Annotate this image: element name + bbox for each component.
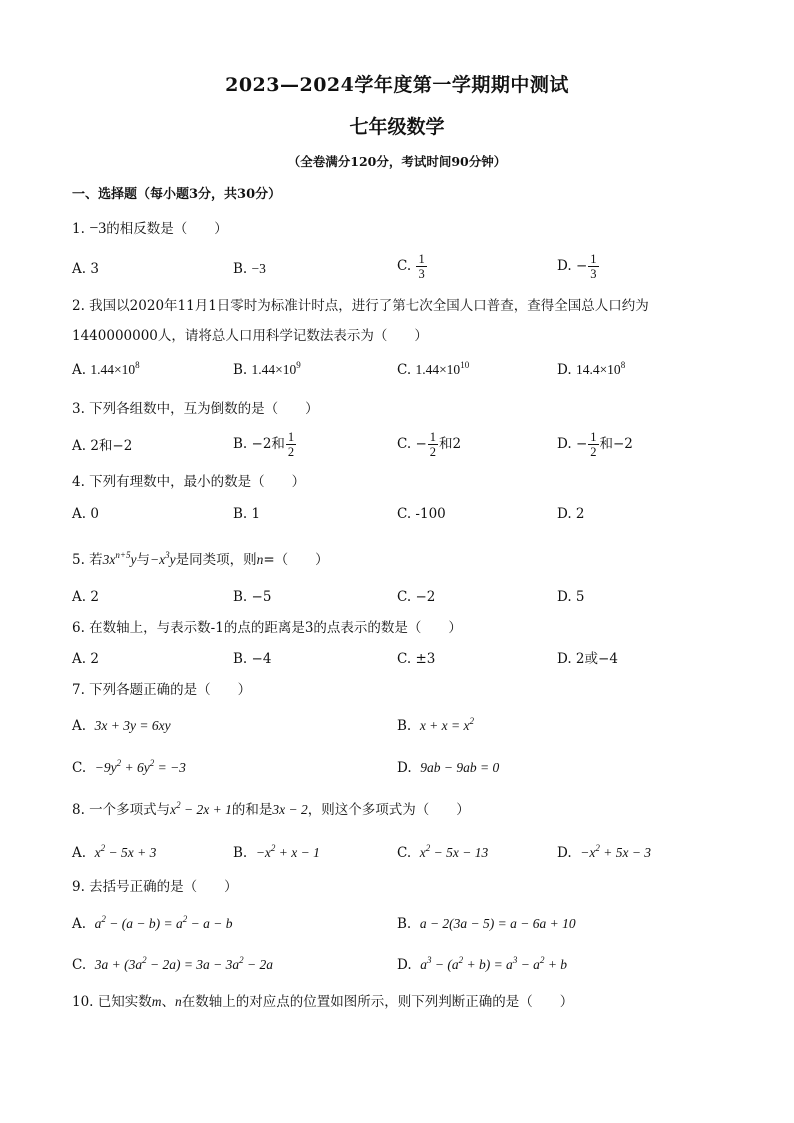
q3-option-b-text: −2和 — [251, 436, 285, 452]
q3-option-c-fraction: $\frac{1}{2}$ — [429, 430, 436, 459]
q6-option-a: A. 2 — [72, 651, 99, 667]
q2-option-c-value: $1.44\times 10^{10}$ — [415, 360, 470, 377]
q8-option-b — [233, 843, 320, 863]
question-8 — [72, 800, 470, 820]
question-9: 9. 去括号正确的是（ ） — [72, 879, 238, 895]
q8-expr-1: $x^2 - 2x + 1$ — [170, 800, 232, 817]
q9-option-c-label: C. — [72, 957, 87, 973]
exam-note: （全卷满分120分，考试时间90分钟） — [287, 154, 507, 169]
q4-option-b: B. 1 — [233, 506, 261, 522]
q8-option-a-label: A. — [72, 845, 87, 861]
exam-title: 2023—2024学年度第一学期期中测试 — [225, 74, 569, 96]
q8-option-d-label: D. — [557, 845, 572, 861]
q8-option-b-value: $-x^2 + x - 1$ — [255, 843, 320, 860]
q8-option-c-label: C. — [397, 845, 412, 861]
q5-number: 5. 若 — [72, 552, 103, 568]
q9-option-d-value: $a^3 - (a^2 + b) = a^3 - a^2 + b$ — [420, 955, 568, 972]
q10-text: 在数轴上的对应点的位置如图所示，则下列判断正确的是（ ） — [181, 994, 574, 1010]
q6-option-c — [397, 649, 435, 669]
q10-var-m: m — [151, 994, 162, 1009]
q9-option-b-value: a − 2(3a − 5) = a − 6a + 10 — [419, 916, 576, 931]
question-7: 7. 下列各题正确的是（ ） — [72, 682, 252, 698]
q4-option-c: C. -100 — [397, 506, 446, 522]
question-3: 3. 下列各组数中，互为倒数的是（ ） — [72, 401, 319, 417]
q1-option-d-fraction: $\frac{1}{3}$ — [590, 252, 597, 281]
q7-option-c-label: C. — [72, 760, 87, 776]
q5-text: 是同类项，则 — [175, 552, 257, 568]
q8-number: 8. 一个多项式与 — [72, 802, 171, 818]
q8-option-c-value: $x^2 - 5x - 13$ — [419, 843, 489, 860]
q5-option-b-value: −5 — [251, 589, 272, 605]
q1-number: 1. — [72, 221, 85, 237]
question-10 — [72, 992, 573, 1012]
q5-term-2: $-x^3y$ — [150, 550, 176, 567]
q6-option-b-label: B. — [233, 651, 248, 667]
q2-option-b-label: B. — [233, 362, 248, 378]
q2-option-d-value: $14.4\times 10^8$ — [575, 360, 626, 377]
q7-option-a-value: 3x + 3y = 6xy — [94, 718, 171, 733]
q6-option-c-value: ±3 — [415, 651, 436, 667]
q8-option-d-value: $-x^2 + 5x - 3$ — [580, 843, 652, 860]
q5-connector: 与 — [136, 552, 150, 568]
q7-option-a — [72, 716, 171, 736]
q3-option-d-sign: − — [575, 436, 588, 452]
q9-option-d-label: D. — [397, 957, 412, 973]
q5-option-b — [233, 587, 271, 607]
question-6: 6. 在数轴上，与表示数-1的点的距离是3的点表示的数是（ ） — [72, 620, 462, 636]
q4-option-d: D. 2 — [557, 506, 585, 522]
q3-option-d-fraction: $\frac{1}{2}$ — [590, 430, 597, 459]
question-2-line-2: 1440000000人，请将总人口用科学记数法表示为（ ） — [72, 328, 428, 344]
q7-option-a-label: A. — [72, 718, 87, 734]
section-heading: 一、选择题（每小题3分，共30分） — [72, 187, 282, 202]
q7-option-d-value: 9ab − 9ab = 0 — [420, 760, 500, 775]
q10-separator: 、 — [161, 994, 176, 1010]
q1-option-b — [233, 259, 266, 279]
q1-option-c — [397, 252, 428, 281]
q10-var-n: n — [175, 994, 182, 1009]
q8-option-a — [72, 843, 156, 863]
q5-option-c-label: C. — [397, 589, 412, 605]
q1-option-b-value: −3 — [251, 261, 266, 276]
q2-option-d-label: D. — [557, 362, 572, 378]
q1-option-d-label: D. — [557, 258, 572, 274]
q2-option-c — [397, 360, 469, 380]
q6-option-b — [233, 649, 271, 669]
q8-tail: ，则这个多项式为（ ） — [307, 802, 470, 818]
q5-option-b-label: B. — [233, 589, 248, 605]
q8-connector: 的和是 — [231, 802, 273, 818]
q2-option-d — [557, 360, 625, 380]
q5-option-c-value: −2 — [415, 589, 436, 605]
q3-option-c — [397, 430, 461, 459]
q3-option-c-sign: − — [415, 436, 427, 452]
exam-subtitle: 七年级数学 — [349, 116, 445, 138]
q5-option-a: A. 2 — [72, 589, 99, 605]
q1-option-d — [557, 252, 600, 281]
q3-option-b — [233, 430, 297, 459]
q3-option-b-label: B. — [233, 436, 248, 452]
q3-option-d — [557, 430, 633, 459]
q6-option-b-value: −4 — [251, 651, 272, 667]
q1-option-b-label: B. — [233, 261, 248, 277]
q1-option-c-label: C. — [397, 258, 412, 274]
q1-text: 的相反数是（ ） — [106, 221, 228, 237]
q1-option-d-sign: − — [575, 258, 588, 274]
q9-option-c — [72, 955, 273, 975]
q8-option-d — [557, 843, 651, 863]
q2-option-a — [72, 360, 140, 380]
q1-option-c-fraction: $\frac{1}{3}$ — [418, 252, 425, 281]
q3-option-c-text: 和2 — [439, 436, 462, 452]
question-5 — [72, 550, 329, 570]
q3-option-a: A. 2和−2 — [72, 438, 133, 454]
question-1 — [72, 219, 228, 239]
q2-option-c-label: C. — [397, 362, 412, 378]
q7-option-d — [397, 758, 499, 778]
q9-option-a — [72, 914, 232, 934]
q9-option-a-label: A. — [72, 916, 87, 932]
q9-option-c-value: $3a + (3a^2 - 2a) = 3a - 3a^2 - 2a$ — [94, 955, 274, 972]
q1-expr: −3 — [89, 220, 107, 237]
q9-option-d — [397, 955, 567, 975]
q9-option-b — [397, 914, 576, 934]
q2-option-a-value: $1.44\times 10^8$ — [90, 360, 140, 377]
q8-option-a-value: $x^2 - 5x + 3$ — [94, 843, 157, 860]
q9-option-a-value: $a^2 - (a - b) = a^2 - a - b$ — [94, 914, 233, 931]
q8-expr-2: 3x − 2 — [272, 802, 308, 817]
question-4: 4. 下列有理数中，最小的数是（ ） — [72, 474, 306, 490]
q8-option-c — [397, 843, 488, 863]
q7-option-d-label: D. — [397, 760, 412, 776]
q3-option-d-text: 和−2 — [599, 436, 633, 452]
question-2-line-1: 2. 我国以2020年11月1日零时为标准计时点，进行了第七次全国人口普查，查得全国总人口约为 — [72, 298, 649, 314]
q7-option-c-value: $-9y^2 + 6y^2 = -3$ — [94, 758, 186, 775]
q6-option-c-label: C. — [397, 651, 412, 667]
q5-tail: =（ ） — [263, 552, 329, 568]
q1-option-a: A. 3 — [72, 261, 99, 277]
q3-option-b-fraction: $\frac{1}{2}$ — [287, 430, 295, 459]
q2-option-b-value: $1.44\times 10^9$ — [251, 360, 301, 377]
q5-option-d: D. 5 — [557, 589, 585, 605]
q3-option-c-label: C. — [397, 436, 412, 452]
q4-option-a: A. 0 — [72, 506, 99, 522]
q2-option-b — [233, 360, 301, 380]
q5-option-c — [397, 587, 435, 607]
q7-option-b-value: $x + x = x^2$ — [419, 716, 475, 733]
q7-option-b-label: B. — [397, 718, 412, 734]
q5-variable: n — [256, 552, 264, 567]
q9-option-b-label: B. — [397, 916, 412, 932]
q2-option-a-label: A. — [72, 362, 87, 378]
q8-option-b-label: B. — [233, 845, 248, 861]
q10-number: 10. 已知实数 — [72, 994, 152, 1010]
q3-option-d-label: D. — [557, 436, 572, 452]
q6-option-d: D. 2或−4 — [557, 651, 618, 667]
q5-term-1: $3x^{n+5}y$ — [102, 550, 137, 567]
q7-option-b — [397, 716, 474, 736]
q7-option-c — [72, 758, 186, 778]
